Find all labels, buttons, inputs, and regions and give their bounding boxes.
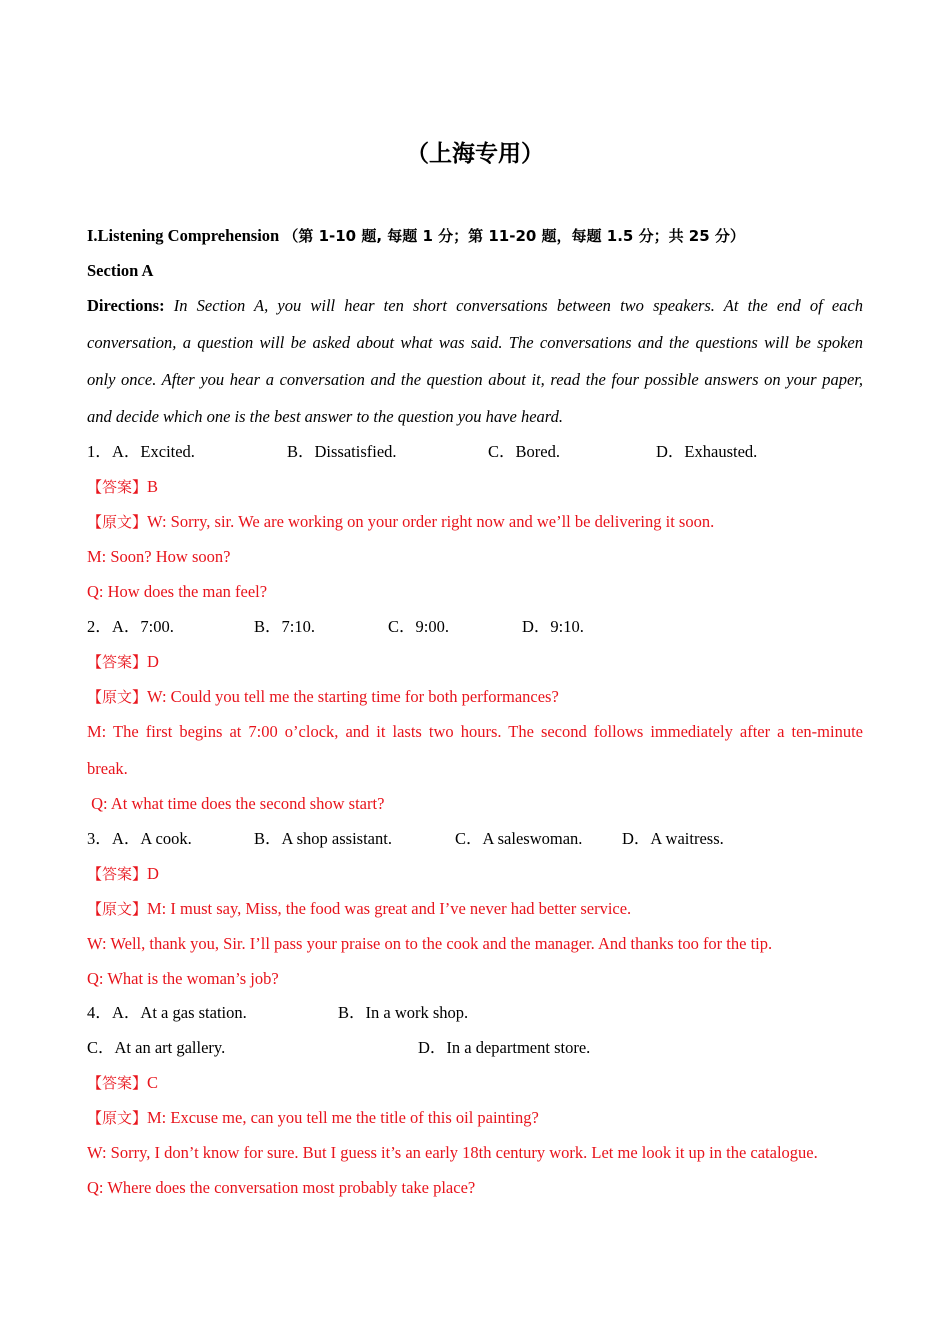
question-2-script-line-4: Q: At what time does the second show start? [87,794,385,813]
question-3-answer [87,864,159,884]
question-4-answer [87,1073,158,1093]
directions-line-3: only once. After you hear a conversation and the question about it, read the four possible answers on your paper, [87,370,863,389]
question-1-number: 1． [87,442,112,461]
question-2-option-c: C．9:00. [388,617,449,636]
part-header-label: I.Listening Comprehension [87,226,280,245]
question-1-option-d: D．Exhausted. [656,442,758,461]
answer-tag: 【答案】 [87,1074,148,1092]
script-text: W: Sorry, sir. We are working on your order right now and we’ll be delivering it soon. [147,512,715,531]
question-2-options [87,617,863,637]
question-2-answer [87,652,159,672]
directions-line-4: and decide which one is the best answer to the question you have heard. [87,407,563,426]
question-4-options-row-2 [87,1038,863,1058]
script-text: M: Excuse me, can you tell me the title of this oil painting? [147,1108,539,1127]
section-heading: Section A [87,261,154,280]
question-2-number: 2． [87,617,112,636]
part-header-scoring: （第 1-10 题, 每题 1 分；第 11-20 题，每题 1.5 分；共 25 分） [283,227,745,245]
question-3-option-d: D．A waitress. [622,829,724,848]
question-4-script-line-1 [87,1108,539,1128]
answer-value: C [147,1073,159,1092]
question-3-options [87,829,863,849]
question-2-script-line-2: M: The first begins at 7:00 o’clock, and it lasts two hours. The second follows immediately after a ten-minute [87,722,863,741]
answer-tag: 【答案】 [87,865,148,883]
question-2-option-d: D．9:10. [522,617,584,636]
question-1-options [87,442,863,462]
script-tag: 【原文】 [87,1109,148,1127]
directions-label: Directions: [87,296,165,315]
question-2-option-a: A．7:00. [112,617,174,636]
question-1-option-a: A．Excited. [112,442,195,461]
answer-value: D [147,652,159,671]
directions-line-1 [87,296,863,316]
page-title: （上海专用） [406,141,544,167]
question-4-option-a: A．At a gas station. [112,1003,247,1022]
question-3-option-a: A．A cook. [112,829,192,848]
directions-line-2: conversation, a question will be asked about what was said. The conversations and the questions will be spoken [87,333,863,352]
question-4-option-c: C．At an art gallery. [87,1038,226,1057]
question-2-option-b: B．7:10. [254,617,315,636]
question-4-option-d: D．In a department store. [418,1038,591,1057]
question-3-script-line-1 [87,899,631,919]
question-2-script-line-3: break. [87,759,128,778]
question-4-number: 4． [87,1003,112,1022]
answer-value: D [147,864,159,883]
question-1-option-c: C．Bored. [488,442,560,461]
question-3-option-c: C．A saleswoman. [455,829,583,848]
script-text: W: Could you tell me the starting time for both performances? [147,687,559,706]
question-4-options-row-1 [87,1003,863,1023]
script-text: M: I must say, Miss, the food was great and I’ve never had better service. [147,899,632,918]
question-1-answer [87,477,158,497]
answer-tag: 【答案】 [87,478,148,496]
question-1-script-line-2: M: Soon? How soon? [87,547,231,566]
question-3-script-line-2: W: Well, thank you, Sir. I’ll pass your praise on to the cook and the manager. And thanks too for the tip. [87,934,773,953]
answer-value: B [147,477,159,496]
question-3-script-line-3: Q: What is the woman’s job? [87,969,279,988]
question-1-script-line-3: Q: How does the man feel? [87,582,268,601]
answer-tag: 【答案】 [87,653,148,671]
question-1-option-b: B．Dissatisfied. [287,442,397,461]
script-tag: 【原文】 [87,513,148,531]
script-tag: 【原文】 [87,688,148,706]
question-1-script-line-1 [87,512,714,532]
question-4-option-b: B．In a work shop. [338,1003,469,1022]
question-4-script-line-3: Q: Where does the conversation most probably take place? [87,1178,476,1197]
script-tag: 【原文】 [87,900,148,918]
question-2-script-line-1 [87,687,559,707]
question-4-script-line-2: W: Sorry, I don’t know for sure. But I guess it’s an early 18th century work. Let me look it up in the catalogue. [87,1143,818,1162]
directions-text: In Section A, you will hear ten short conversations between two speakers. At the end of each [173,296,863,315]
question-3-number: 3． [87,829,112,848]
part-header [87,226,745,246]
question-3-option-b: B．A shop assistant. [254,829,392,848]
